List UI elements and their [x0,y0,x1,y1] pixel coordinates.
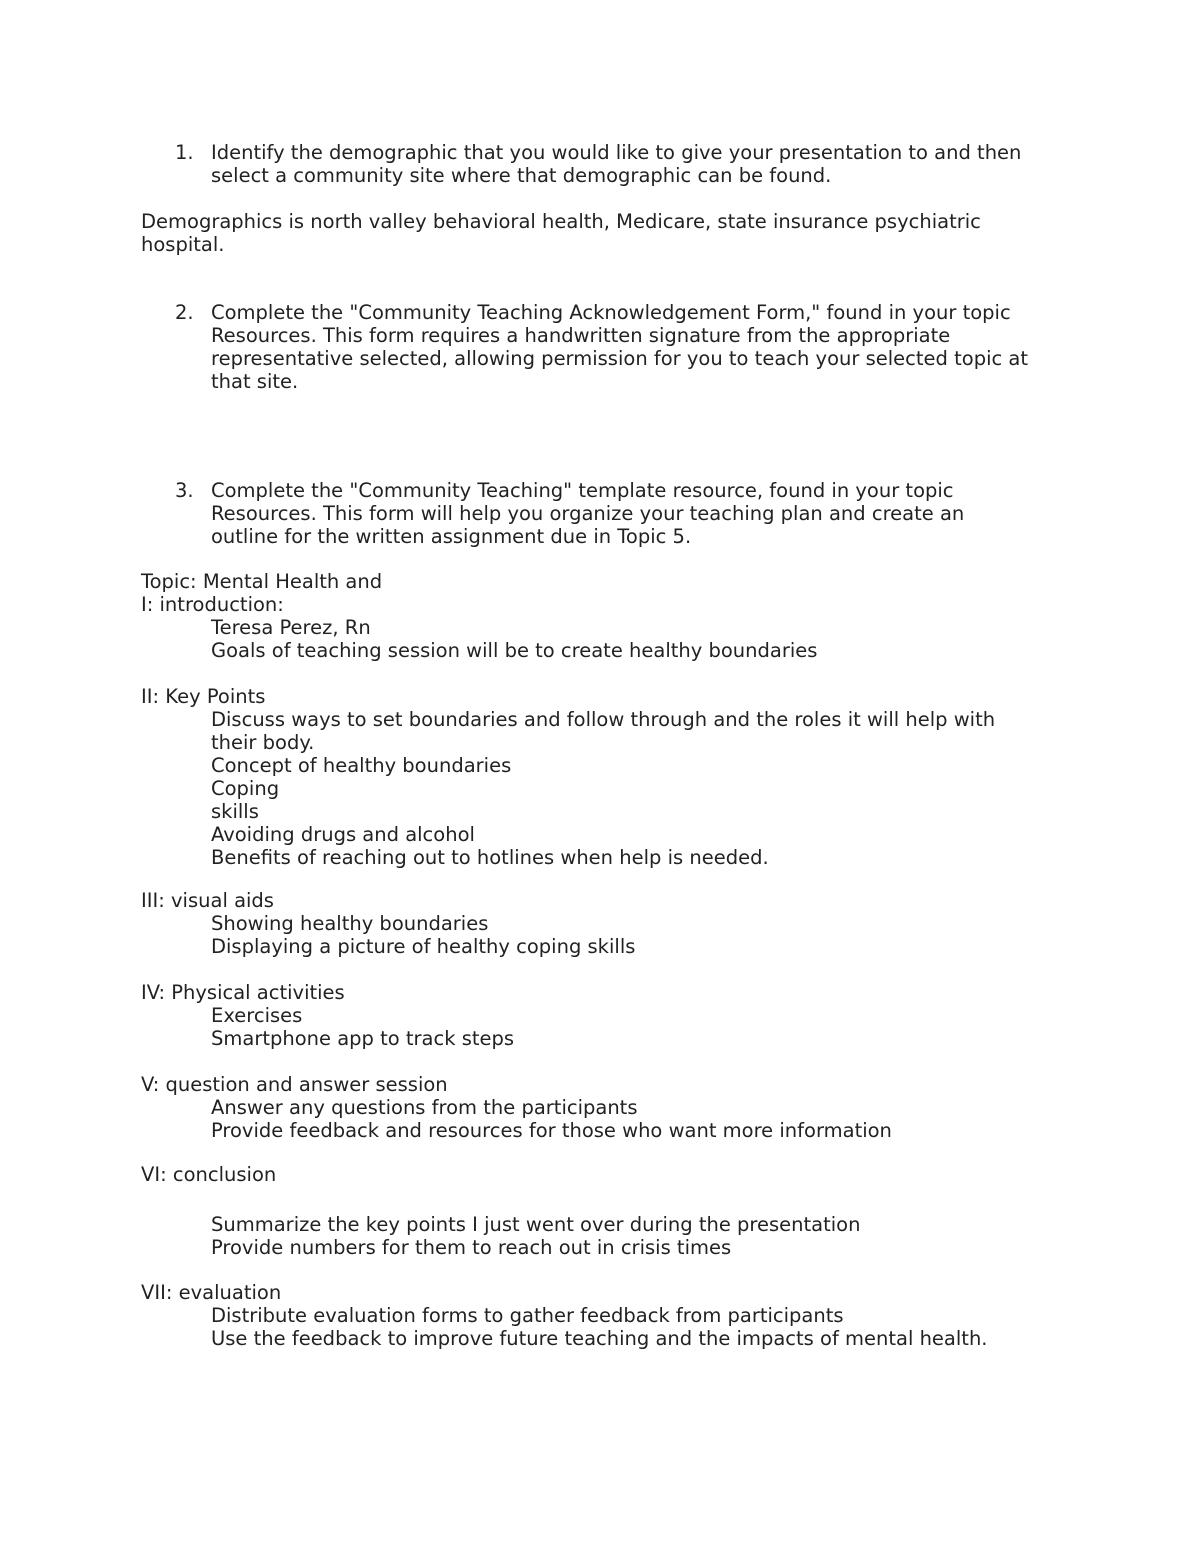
section-heading: VII: evaluation [141,1281,282,1304]
outline-visual-aids [141,889,1061,958]
section-item: Coping [211,777,280,800]
outline-introduction [141,570,1061,662]
section-item: Answer any questions from the participants [211,1096,638,1119]
step-number: 1. [175,141,194,164]
step-line: Resources. This form requires a handwritten signature from the appropriate [211,324,951,347]
section-item: Displaying a picture of healthy coping skills [211,935,636,958]
section-item: Concept of healthy boundaries [211,754,512,777]
section-heading: V: question and answer session [141,1073,448,1096]
step-line: that site. [211,370,299,393]
step-text [211,479,1061,548]
section-item: Distribute evaluation forms to gather feedback from participants [211,1304,844,1327]
step-1 [141,141,1061,187]
step-number: 2. [175,301,194,324]
outline-physical-activities [141,981,1061,1050]
section-item: Summarize the key points I just went over during the presentation [211,1213,861,1236]
section-heading: IV: Physical activities [141,981,345,1004]
step-number: 3. [175,479,194,502]
section-item: Smartphone app to track steps [211,1027,515,1050]
section-item: Showing healthy boundaries [211,912,489,935]
outline-evaluation [141,1281,1061,1350]
section-item: Benefits of reaching out to hotlines when help is needed. [211,846,769,869]
section-item: Avoiding drugs and alcohol [211,823,475,846]
outline-conclusion [141,1163,1061,1186]
section-item: their body. [211,731,315,754]
section-item: Discuss ways to set boundaries and follow through and the roles it will help with [211,708,996,731]
section-item: Goals of teaching session will be to create healthy boundaries [211,639,818,662]
step-line: select a community site where that demographic can be found. [211,164,832,187]
section-heading: VI: conclusion [141,1163,277,1186]
section-item: Provide feedback and resources for those who want more information [211,1119,892,1142]
section-item: Use the feedback to improve future teaching and the impacts of mental health. [211,1327,988,1350]
step-line: Identify the demographic that you would like to give your presentation to and then [211,141,1022,164]
step-line: outline for the written assignment due in Topic 5. [211,525,692,548]
paragraph-line: hospital. [141,233,225,256]
step-line: representative selected, allowing permission for you to teach your selected topic at [211,347,1029,370]
outline-key-points [141,685,1061,869]
outline-qa-session [141,1073,1061,1142]
section-heading: I: introduction: [141,593,284,616]
topic-title: Topic: Mental Health and [141,570,383,593]
section-item: Exercises [211,1004,303,1027]
step-3 [141,479,1061,548]
section-item: Teresa Perez, Rn [211,616,371,639]
step-text [211,141,1061,187]
step-line: Resources. This form will help you organize your teaching plan and create an [211,502,965,525]
step-line: Complete the "Community Teaching Acknowledgement Form," found in your topic [211,301,1011,324]
section-item: skills [211,800,259,823]
demographics-paragraph [141,210,1061,256]
section-item: Provide numbers for them to reach out in crisis times [211,1236,732,1259]
step-2 [141,301,1061,393]
outline-conclusion-items [141,1213,1061,1259]
section-heading: III: visual aids [141,889,274,912]
step-text [211,301,1061,393]
step-line: Complete the "Community Teaching" template resource, found in your topic [211,479,954,502]
section-heading: II: Key Points [141,685,266,708]
paragraph-line: Demographics is north valley behavioral health, Medicare, state insurance psychiatric [141,210,981,233]
